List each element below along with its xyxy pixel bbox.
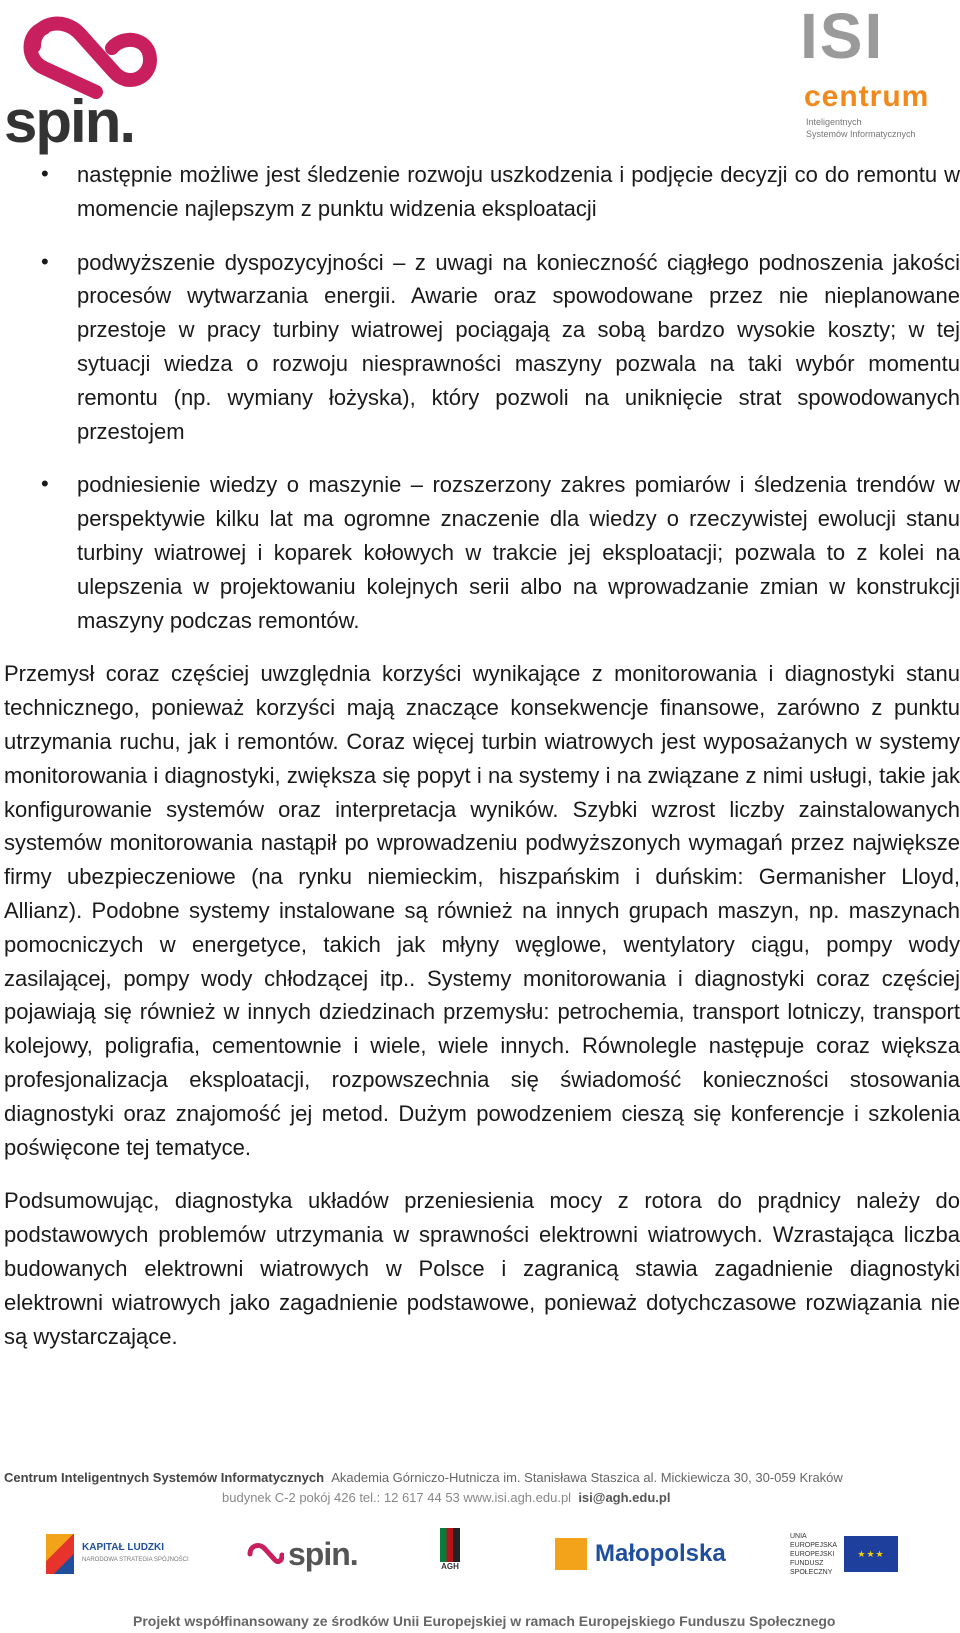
bullet-list bbox=[4, 158, 960, 637]
eu-logo bbox=[790, 1528, 898, 1580]
isi-logo-text: ISI bbox=[800, 0, 885, 72]
bullet-marker: • bbox=[41, 471, 49, 497]
malopolska-icon bbox=[555, 1538, 587, 1570]
bullet-text: podwyższenie dyspozycyjności – z uwagi na konieczność ciągłego podnoszenia jakości procesów wytwarzania energii. Awarie oraz spowodowane przez nie nieplanowane przestoje w pracy turbiny wiatrowej pociągają za sobą bardzo wysokie koszty; w tej sytuacji wiedza o rozwoju niesprawności maszyny pozwala na taki wybór momentu remontu (np. wymiany łożyska), który pozwoli na uniknięcie strat spowodowanych przestojem bbox=[77, 249, 960, 444]
sponsor-logos bbox=[0, 1528, 960, 1584]
document-body bbox=[4, 158, 960, 1373]
malopolska-logo bbox=[555, 1528, 726, 1580]
spin-logo-text: spin. bbox=[4, 88, 135, 155]
cofinance-note: Projekt współfinansowany ze środków Unii Europejskiej w ramach Europejskiego Funduszu Społecznego bbox=[133, 1613, 836, 1629]
footer-contact-line bbox=[222, 1490, 670, 1505]
bullet-item bbox=[4, 158, 960, 226]
footer-address-line bbox=[4, 1470, 843, 1485]
kapital-ludzki-subtext: NARODOWA STRATEGIA SPÓJNOŚCI bbox=[82, 1557, 189, 1563]
spin-logo bbox=[4, 8, 164, 156]
kapital-ludzki-logo bbox=[46, 1528, 189, 1580]
bullet-text: następnie możliwe jest śledzenie rozwoju uszkodzenia i podjęcie decyzji co do remontu w momencie najlepszym z punktu widzenia eksploatacji bbox=[77, 162, 960, 221]
isi-centrum-logo bbox=[800, 2, 956, 152]
spin-footer-logo bbox=[244, 1528, 358, 1580]
bullet-marker: • bbox=[41, 161, 49, 186]
footer-org-name: Centrum Inteligentnych Systemów Informatycznych bbox=[4, 1470, 325, 1485]
bullet-text: podniesienie wiedzy o maszynie – rozszerzony zakres pomiarów i śledzenia trendów w perspektywie kilku lat ma ogromne znaczenie dla wiedzy o rzeczywistej ewolucji stanu turbiny wiatrowej i koparek kołowych w trakcie jej eksploatacji; pozwala to z kolei na ulepszenia w projektowaniu kolejnych serii albo na wprowadzanie zmian w konstrukcji maszyny podczas remontów. bbox=[77, 472, 960, 633]
agh-text: AGH bbox=[441, 1562, 459, 1571]
spin-footer-text: spin. bbox=[288, 1535, 358, 1572]
agh-logo bbox=[440, 1528, 460, 1580]
kapital-ludzki-icon bbox=[46, 1534, 74, 1574]
kapital-ludzki-text: KAPITAŁ LUDZKI bbox=[82, 1542, 165, 1553]
body-paragraph: Podsumowując, diagnostyka układów przeniesienia mocy z rotora do prądnicy należy do podstawowych problemów utrzymania w sprawności elektrowni wiatrowych. Wzrastająca liczba budowanych elektrowni wiatrowych w Polsce i zagranicą stawia zagadnienie diagnostyki elektrowni wiatrowych jako zagadnienie podstawowe, ponieważ dotychczasowe rozwiązania nie są wystarczające. bbox=[4, 1188, 960, 1349]
bullet-item bbox=[4, 468, 960, 637]
body-paragraph: Przemysł coraz częściej uwzględnia korzyści wynikające z monitorowania i diagnostyki stanu technicznego, ponieważ korzyści mają znaczące konsekwencje finansowe, zarówno z punktu utrzymania ruchu, jak i remontów. Coraz więcej turbin wiatrowych jest wyposażanych w systemy monitorowania i diagnostyki, zwiększa się popyt i na systemy i na związane z nimi usługi, takie jak konfigurowanie systemów oraz interpretacja wyników. Szybki wzrost liczby zainstalowanych systemów monitorowania nastąpił po wprowadzeniu podwyższonych wymagań przez największe firmy ubezpieczeniowe (na rynku niemieckim, hiszpańskim i duńskim: Germanisher Lloyd, Allianz). Podobne systemy instalowane są również na innych grupach maszyn, np. maszynach pomocniczych w energetyce, takich jak młyny węglowe, wentylatory ciągu, pompy wody zasilającej, pompy wody chłodzącej itp.. Systemy monitorowania i diagnostyki coraz częściej pojawiają się również w innych dziedzinach przemysłu: petrochemia, transport lotniczy, transport kolejowy, poligrafia, cementownie i wiele, wiele innych. Równolegle następuje coraz większa profesjonalizacja eksploatacji, rozpowszechnia się świadomość konieczności stosowania diagnostyki oraz znajomość jej metod. Dużym powodzeniem cieszą się konferencje i szkolenia poświęcone tej tematyce. bbox=[4, 661, 960, 1160]
agh-mark-icon bbox=[440, 1528, 460, 1562]
isi-logo-subtitle: Inteligentnych Systemów Informatycznych bbox=[806, 117, 916, 139]
spin-footer-mark-icon bbox=[244, 1541, 284, 1567]
footer-address: Akademia Górniczo-Hutnicza im. Stanisława Staszica al. Mickiewicza 30, 30-059 Kraków bbox=[331, 1470, 843, 1485]
footer-email-link[interactable]: isi@agh.edu.pl bbox=[578, 1490, 671, 1505]
bullet-item bbox=[4, 246, 960, 449]
footer-building: budynek C-2 pokój 426 tel.: 12 617 44 53 www.isi.agh.edu.pl bbox=[222, 1490, 572, 1505]
centrum-logo-text: centrum bbox=[804, 80, 930, 113]
page-footer bbox=[0, 1470, 960, 1633]
bullet-marker: • bbox=[41, 248, 49, 274]
eu-text: UNIA EUROPEJSKA EUROPEJSKI FUNDUSZ SPOŁECZNY bbox=[790, 1532, 837, 1576]
malopolska-text: Małopolska bbox=[595, 1540, 726, 1567]
eu-flag-icon: ★★★ bbox=[844, 1536, 898, 1572]
